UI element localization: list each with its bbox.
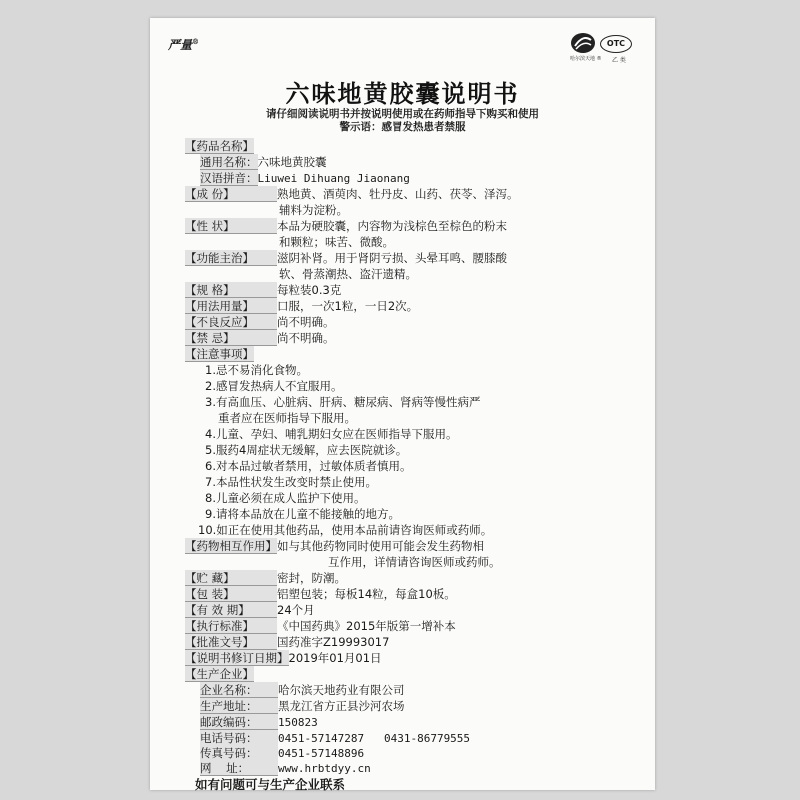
usage-row: 【用法用量】 口服，一次1粒，一日2次。 [185,299,419,313]
pinyin-row: 汉语拼音：Liuwei Dihuang Jiaonang [200,171,410,185]
interaction-cont: 互作用，详情请咨询医师或药师。 [328,555,501,569]
company-mark-icon [570,32,596,54]
postcode-row: 邮政编码： 150823 [200,715,318,729]
precaution-item: 8.儿童必须在成人监护下使用。 [205,491,366,505]
precaution-item: 9.请将本品放在儿童不能接触的地方。 [205,507,400,521]
precaution-item: 7.本品性状发生改变时禁止使用。 [205,475,377,489]
warning-line: 警示语：感冒发热患者禁服 [339,121,466,133]
precautions-section: 【注意事项】 [185,347,254,361]
precaution-item: 10.如正在使用其他药品，使用本品前请咨询医师或药师。 [198,523,493,537]
maker-line: 哈尔滨天地 ® [570,56,602,62]
character-cont: 和颗粒；味苦、微酸。 [279,235,394,249]
website-row: 网 址： www.hrbtdyy.cn [200,761,371,775]
approval-row: 【批准文号】 国药准字Z19993017 [185,635,390,649]
validity-row: 【有 效 期】 24个月 [185,603,315,617]
indication-row: 【功能主治】 滋阴补肾。用于肾阴亏损、头晕耳鸣、腰膝酸 [185,251,507,265]
company-row: 企业名称： 哈尔滨天地药业有限公司 [200,683,405,697]
brand-logo: 严量® [168,37,200,52]
notice-line: 请仔细阅读说明书并按说明使用或在药师指导下购买和使用 [266,108,539,120]
address-row: 生产地址： 黑龙江省方正县沙河农场 [200,699,405,713]
manufacturer-section: 【生产企业】 [185,667,254,681]
manufacturer-logo [570,32,645,66]
precaution-item: 2.感冒发热病人不宜服用。 [205,379,343,393]
adverse-row: 【不良反应】 尚不明确。 [185,315,335,329]
package-row: 【包 装】 铝塑包装；每板14粒，每盒10板。 [185,587,456,601]
precaution-item: 5.服药4周症状无缓解，应去医院就诊。 [205,443,408,457]
otc-class: 乙 类 [612,57,626,64]
standard-row: 【执行标准】 《中国药典》2015年版第一增补本 [185,619,456,633]
precaution-item-cont: 重者应在医师指导下服用。 [218,411,356,425]
character-row: 【性 状】 本品为硬胶囊，内容物为浅棕色至棕色的粉末 [185,219,507,233]
storage-row: 【贮 藏】 密封，防潮。 [185,571,346,585]
footer-note: 如有问题可与生产企业联系 [195,777,346,792]
ingredients-row: 【成 份】 熟地黄、酒萸肉、牡丹皮、山药、茯苓、泽泻。 [185,187,519,201]
generic-name-row: 通用名称：六味地黄胶囊 [200,155,327,169]
precaution-item: 1.忌不易消化食物。 [205,363,308,377]
precaution-item: 6.对本品过敏者禁用，过敏体质者慎用。 [205,459,412,473]
ingredients-cont: 辅料为淀粉。 [279,203,348,217]
page-title: 六味地黄胶囊说明书 [285,80,520,108]
revision-row: 【说明书修订日期】2019年01月01日 [185,651,382,665]
drug-name-section: 【药品名称】 [185,139,254,153]
precaution-item: 4.儿童、孕妇、哺乳期妇女应在医师指导下服用。 [205,427,458,441]
precaution-item: 3.有高血压、心脏病、肝病、糖尿病、肾病等慢性病严 [205,395,481,409]
otc-badge: OTC [600,35,632,53]
indication-cont: 软、骨蒸潮热、盗汗遗精。 [279,267,417,281]
fax-row: 传真号码： 0451-57148896 [200,746,365,760]
interaction-row: 【药物相互作用】如与其他药物同时使用可能会发生药物相 [185,539,484,553]
phone-row: 电话号码： 0451-57147287 0431-86779555 [200,731,471,745]
contraindication-row: 【禁 忌】 尚不明确。 [185,331,335,345]
spec-row: 【规 格】 每粒装0.3克 [185,283,342,297]
